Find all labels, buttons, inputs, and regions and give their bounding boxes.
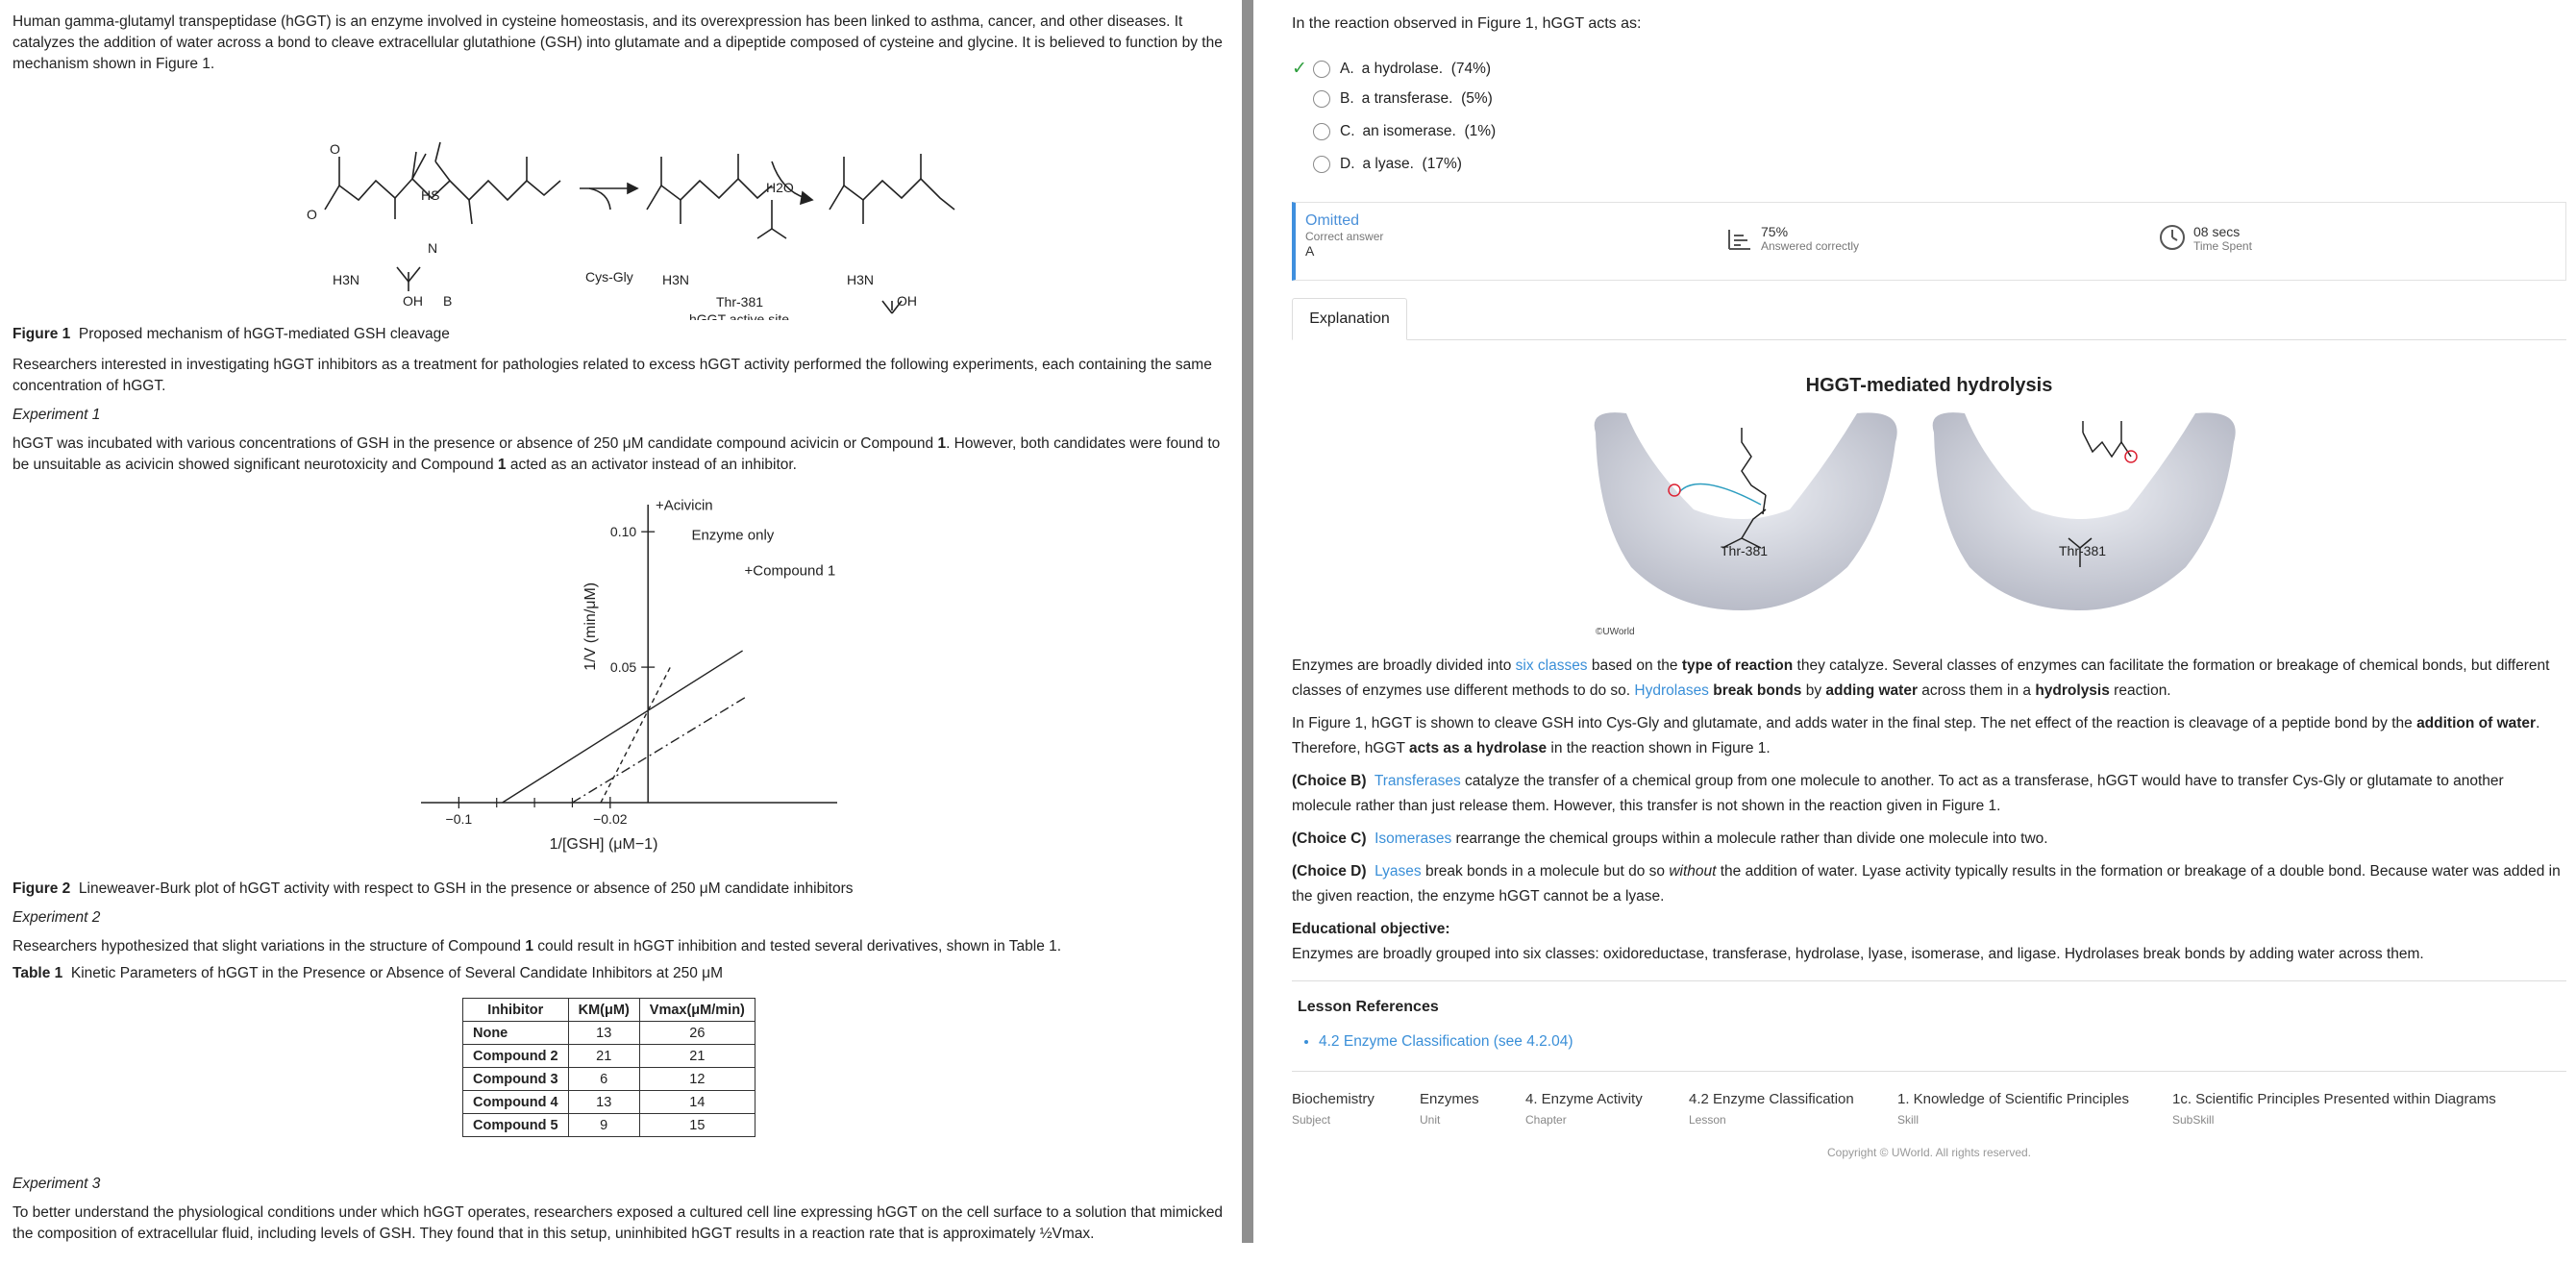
- hydrolases-link[interactable]: Hydrolases: [1634, 682, 1709, 699]
- fig1-cysgly: Cys-Gly: [585, 269, 633, 285]
- y-tick-label: 0.05: [609, 659, 637, 676]
- experiment-3-text: To better understand the physiological conditions under which hGGT operates, researchers exposed a cultured cell line expressing hGGT on the cell surface to a solution that mimicked the composition of extracellular fluid, including levels of GSH. They found that in this setup, uninhibited hGGT results in a reaction rate that is approximately ½Vmax.: [12, 1204, 1224, 1242]
- answer-option-c[interactable]: C. an isomerase. (1%): [1292, 123, 1496, 140]
- lineweaver-burk-chart: [12, 485, 1242, 875]
- table-1-caption: Table 1 Kinetic Parameters of hGGT in the Presence or Absence of Several Candidate Inhibitors at 250 μM: [12, 965, 723, 981]
- tab-explanation[interactable]: Explanation: [1292, 298, 1407, 340]
- educational-objective-text: Enzymes are broadly grouped into six classes: oxidoreductase, transferase, hydrolase, lyase, isomerase, and ligase. Hydrolases break bonds by adding water across them.: [1292, 946, 2424, 962]
- table-row: Compound 5 9 15: [463, 1114, 755, 1137]
- explanation-tab-bar: [1292, 298, 2566, 340]
- crumb-chapter: 4. Enzyme Activity Chapter: [1525, 1091, 1643, 1127]
- experiment-2-text: Researchers hypothesized that slight variations in the structure of Compound 1 could result in hGGT inhibition and tested several derivatives, shown in Table 1.: [12, 938, 1062, 954]
- explanation-body: [1292, 654, 2566, 967]
- enzyme-surface-right: [1933, 412, 2236, 610]
- choice-b-explanation: (Choice B) Transferases catalyze the transfer of a chemical group from one molecule to another. To act as a transferase, hGGT would have to transfer Cys-Gly or glutamate to another molecule rather than just release them. However, this transfer is not shown in the reaction given in Figure 1.: [1292, 773, 2504, 814]
- transferases-link[interactable]: Transferases: [1374, 773, 1461, 789]
- research-intro: Researchers interested in investigating hGGT inhibitors as a treatment for pathologies related to excess hGGT activity performed the following experiments, each containing the same concentration of hGGT.: [12, 357, 1212, 394]
- table-row: Compound 3 6 12: [463, 1068, 755, 1091]
- series-line: [572, 697, 746, 803]
- y-axis-label: 1/V (min/μM): [582, 582, 600, 671]
- y-tick-label: 0.10: [609, 524, 637, 540]
- crumb-unit: Enzymes Unit: [1420, 1091, 1479, 1127]
- answer-option-a[interactable]: ✓ A. a hydrolase. (74%): [1292, 59, 1492, 79]
- figure-1: [12, 85, 1242, 320]
- fig1-b-label: B: [443, 293, 453, 309]
- fig1-o-1: O: [330, 141, 340, 157]
- radio-button[interactable]: [1313, 123, 1330, 140]
- fig1-n-label: N: [428, 240, 438, 256]
- question-pane: [1261, 0, 2576, 1264]
- x-tick-label: −0.1: [445, 811, 473, 827]
- experiment-1-text: hGGT was incubated with various concentrations of GSH in the presence or absence of 250 μM candidate compound acivicin or Compound 1. However, both candidates were found to be unsuitable as acivicin showed significant neurotoxicity and Compound 1 acted as an activator instead of an inhibitor.: [12, 435, 1221, 473]
- copyright: Copyright © UWorld. All rights reserved.: [1826, 1146, 2032, 1159]
- time-spent: 08 secs Time Spent: [2159, 224, 2252, 253]
- fig1-h2o: H2O: [766, 180, 794, 195]
- kinetic-table: [462, 998, 755, 1137]
- lesson-references-title: Lesson References: [1298, 999, 1439, 1015]
- fig1-h3n-3: H3N: [847, 272, 875, 287]
- status-badge: Omitted Correct answer A: [1305, 212, 1384, 259]
- explanation-paragraph: In Figure 1, hGGT is shown to cleave GSH into Cys-Gly and glutamate, and adds water in the final step. The net effect of the reaction is cleavage of a peptide bond by the addition of water. Therefore, hGGT acts as a hydrolase in the reaction shown in Figure 1.: [1292, 715, 2540, 756]
- thr-label-right: Thr-381: [2059, 543, 2107, 558]
- explanation-paragraph: Enzymes are broadly divided into six classes based on the type of reaction they catalyze. Several classes of enzymes can facilitate the formation or breakage of chemical bonds, but different classes of enzymes use different methods to do so. Hydrolases break bonds by adding water across them in a hydrolysis reaction.: [1292, 657, 2550, 699]
- explanation-heading: HGGT-mediated hydrolysis: [1805, 375, 2053, 396]
- fig1-oh-label: OH: [403, 293, 423, 309]
- radio-button[interactable]: [1313, 61, 1330, 78]
- table-header: Inhibitor: [463, 999, 569, 1022]
- lyases-link[interactable]: Lyases: [1375, 863, 1422, 880]
- table-row: Compound 2 21 21: [463, 1045, 755, 1068]
- figure-2: [12, 485, 1242, 875]
- choice-c-explanation: (Choice C) Isomerases rearrange the chemical groups within a molecule rather than divide one molecule into two.: [1292, 830, 2048, 847]
- answer-option-b[interactable]: B. a transferase. (5%): [1292, 90, 1493, 108]
- x-axis-label: 1/[GSH] (μM−1): [549, 836, 658, 853]
- fig1-hs-label: HS: [421, 187, 440, 203]
- correct-check-icon: ✓: [1292, 59, 1307, 79]
- fig1-om-1: O: [307, 207, 317, 222]
- table-header: Vmax(μM/min): [639, 999, 755, 1022]
- crumb-subskill: 1c. Scientific Principles Presented within Diagrams SubSkill: [2172, 1091, 2496, 1127]
- answer-option-d[interactable]: D. a lyase. (17%): [1292, 156, 1462, 173]
- fig1-h3n-1: H3N: [333, 272, 360, 287]
- radio-button[interactable]: [1313, 90, 1330, 108]
- mechanism-diagram: [12, 85, 1242, 320]
- figure-1-caption: Figure 1 Proposed mechanism of hGGT-mediated GSH cleavage: [12, 326, 450, 342]
- series-label: Enzyme only: [691, 527, 775, 544]
- table-row: Compound 4 13 14: [463, 1091, 755, 1114]
- series-label: +Compound 1: [744, 562, 836, 580]
- experiment-1-title: Experiment 1: [12, 407, 101, 423]
- answer-stats-panel: [1292, 202, 2566, 281]
- clock-icon: [2159, 224, 2186, 251]
- illustration-copyright: ©UWorld: [1596, 627, 1635, 637]
- percent-correct: 75% Answered correctly: [1726, 224, 1859, 253]
- thr-label-left: Thr-381: [1721, 543, 1769, 558]
- choice-d-explanation: (Choice D) Lyases break bonds in a molecule but do so without the addition of water. Lyase activity typically results in the formation or breakage of a double bond. Because water was added in the given reaction, the enzyme hGGT cannot be a lyase.: [1292, 863, 2561, 905]
- educational-objective-title: Educational objective:: [1292, 921, 1450, 937]
- fig1-h3n-2: H3N: [662, 272, 690, 287]
- enzyme-surface-left: [1595, 412, 1897, 610]
- passage-pane: [0, 0, 1242, 1264]
- crumb-subject: Biochemistry Subject: [1292, 1091, 1375, 1127]
- table-row: None 13 26: [463, 1022, 755, 1045]
- crumb-lesson: 4.2 Enzyme Classification Lesson: [1689, 1091, 1854, 1127]
- question-stem: In the reaction observed in Figure 1, hGGT acts as:: [1292, 15, 1642, 32]
- pane-splitter[interactable]: [1242, 0, 1253, 1243]
- table-header: KM(μM): [568, 999, 639, 1022]
- lesson-reference-link[interactable]: 4.2 Enzyme Classification (see 4.2.04): [1319, 1033, 1573, 1050]
- figure-2-caption: Figure 2 Lineweaver-Burk plot of hGGT activity with respect to GSH in the presence or absence of 250 μM candidate inhibitors: [12, 880, 854, 897]
- fig1-site-2: hGGT active site: [689, 311, 790, 320]
- experiment-3-title: Experiment 3: [12, 1176, 101, 1192]
- series-label: +Acivicin: [656, 497, 713, 514]
- fig1-oh-2: OH: [897, 293, 917, 309]
- lesson-references: [1292, 980, 2566, 1051]
- crumb-skill: 1. Knowledge of Scientific Principles Skill: [1897, 1091, 2129, 1127]
- isomerases-link[interactable]: Isomerases: [1375, 830, 1452, 847]
- experiment-2-title: Experiment 2: [12, 909, 101, 926]
- six-classes-link[interactable]: six classes: [1515, 657, 1588, 674]
- x-tick-label: −0.02: [593, 811, 628, 827]
- stats-bars-icon: [1726, 226, 1751, 251]
- fig1-thr-2: Thr-381: [716, 294, 764, 310]
- radio-button[interactable]: [1313, 156, 1330, 173]
- passage-intro: Human gamma-glutamyl transpeptidase (hGGT) is an enzyme involved in cysteine homeostasis, and its overexpression has been linked to asthma, cancer, and other diseases. It catalyzes the addition of water across a bond to cleave extracellular glutathione (GSH) into glutamate and a dipeptide composed of cysteine and glycine. It is believed to function by the mechanism shown in Figure 1.: [12, 13, 1223, 72]
- topic-breadcrumb: [1292, 1071, 2566, 1144]
- hydrolysis-illustration: [1588, 404, 2261, 644]
